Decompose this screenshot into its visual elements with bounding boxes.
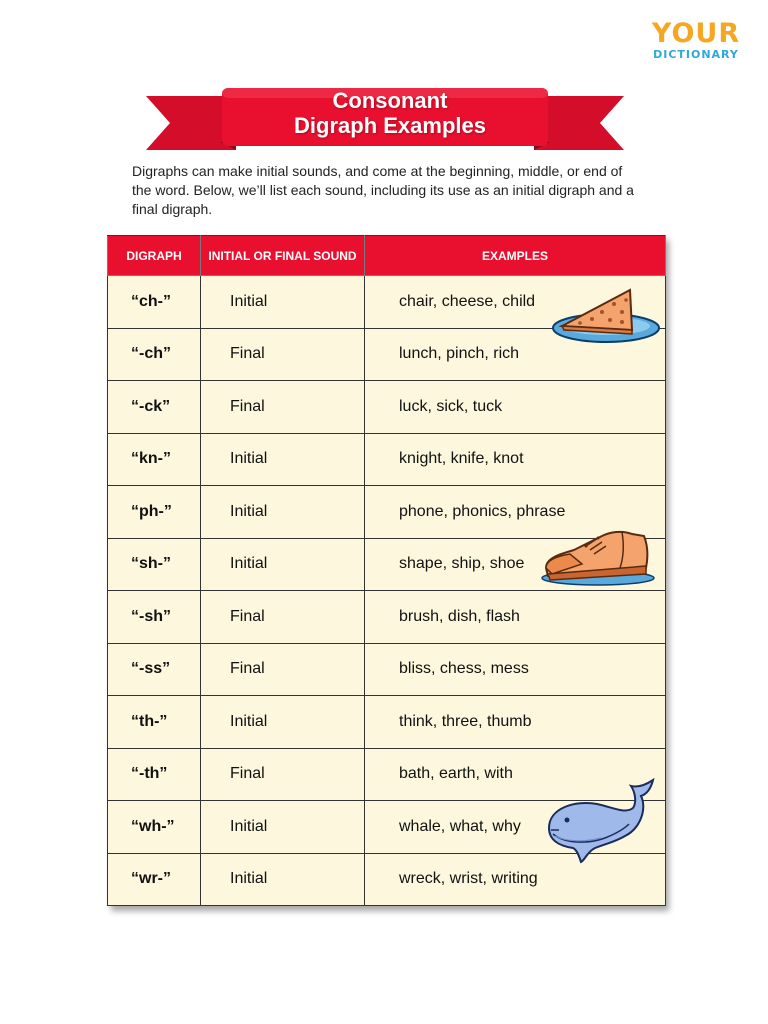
table-header-row [108,236,666,276]
digraph-cell: “wr-” [108,853,201,906]
title-line-2: Digraph Examples [294,113,486,138]
digraph-cell: “-ck” [108,381,201,434]
table-row [108,696,666,749]
digraph-cell: “th-” [108,696,201,749]
sound-cell: Final [201,591,365,644]
shoe-icon [540,528,655,586]
examples-cell: bath, earth, with [365,748,666,801]
whale-icon [545,778,657,864]
sound-cell: Final [201,381,365,434]
page-title [222,88,558,138]
examples-cell: whale, what, why [365,801,666,854]
digraph-cell: “sh-” [108,538,201,591]
sound-cell: Initial [201,853,365,906]
header-digraph: DIGRAPH [108,236,201,276]
sound-cell: Initial [201,801,365,854]
table-row [108,643,666,696]
header-sound: INITIAL OR FINAL SOUND [201,236,365,276]
examples-cell: phone, phonics, phrase [365,486,666,539]
digraph-cell: “-th” [108,748,201,801]
examples-cell: shape, ship, shoe [365,538,666,591]
digraph-cell: “ph-” [108,486,201,539]
examples-cell: wreck, wrist, writing [365,853,666,906]
examples-cell: knight, knife, knot [365,433,666,486]
digraph-cell: “-ch” [108,328,201,381]
yourdictionary-logo [646,20,746,62]
sound-cell: Final [201,643,365,696]
digraph-cell: “-sh” [108,591,201,644]
title-line-1: Consonant [332,88,448,113]
examples-cell: lunch, pinch, rich [365,328,666,381]
sound-cell: Final [201,748,365,801]
logo-dictionary-text: DICTIONARY [653,48,739,61]
examples-cell: brush, dish, flash [365,591,666,644]
header-examples: EXAMPLES [365,236,666,276]
sound-cell: Initial [201,696,365,749]
examples-cell: chair, cheese, child [365,276,666,329]
logo-your-text: YOUR [651,18,741,49]
digraph-cell: “-ss” [108,643,201,696]
examples-cell: luck, sick, tuck [365,381,666,434]
sound-cell: Final [201,328,365,381]
table-row [108,381,666,434]
digraph-cell: “wh-” [108,801,201,854]
table-row [108,591,666,644]
sound-cell: Initial [201,433,365,486]
examples-cell: think, three, thumb [365,696,666,749]
table-row [108,433,666,486]
sound-cell: Initial [201,276,365,329]
sound-cell: Initial [201,538,365,591]
cheese-icon [552,286,664,348]
digraph-cell: “ch-” [108,276,201,329]
sound-cell: Initial [201,486,365,539]
examples-cell: bliss, chess, mess [365,643,666,696]
digraph-cell: “kn-” [108,433,201,486]
intro-paragraph: Digraphs can make initial sounds, and come at the beginning, middle, or end of the word. Below, we’ll list each sound, including its use as an initial digraph and a final digraph. [132,163,634,217]
